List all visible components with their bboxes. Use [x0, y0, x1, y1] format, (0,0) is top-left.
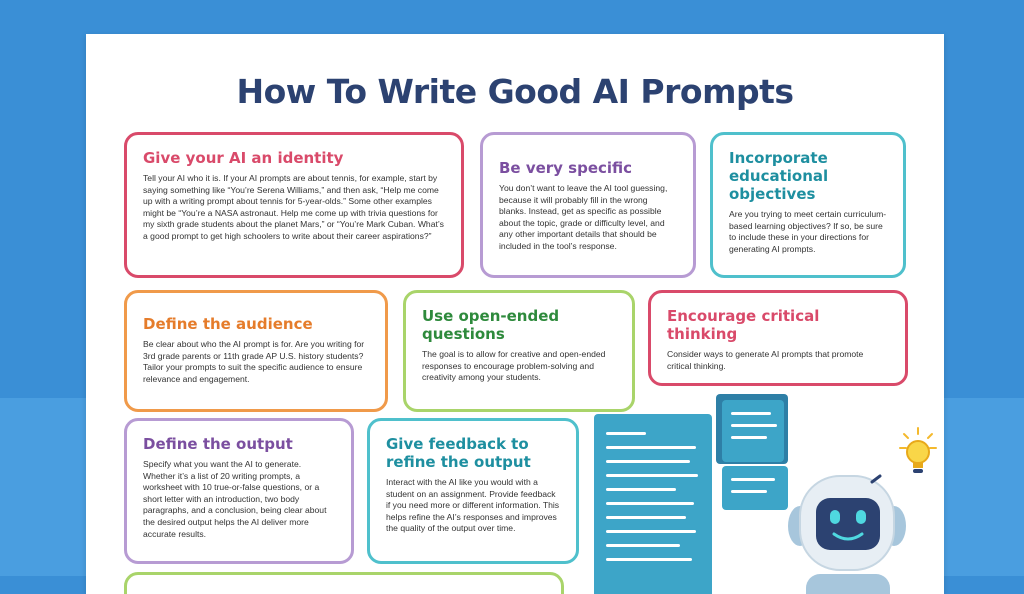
card-specific	[480, 132, 696, 278]
infographic-poster	[86, 34, 944, 594]
card-body: Be clear about who the AI prompt is for. Are you writing for 3rd grade parents or 11th grade AP U.S. history students? Tailor your prompts to suit the specific audience to ensure relevance and engagement.	[143, 339, 365, 384]
card-body: You don’t want to leave the AI tool guessing, because it will probably fill in the wrong blanks. Instead, get as specific as possible about the topic, grade or difficulty level, and any other important details that should be included in the tool’s response.	[499, 183, 668, 251]
card-heading: Define the audience	[143, 315, 313, 333]
card-partial-bottom	[124, 572, 564, 594]
card-body: Consider ways to generate AI prompts that promote critical thinking.	[667, 349, 864, 371]
card-heading: Give your AI an identity	[143, 149, 344, 167]
card-heading: Use open-ended questions	[422, 307, 560, 343]
card-body: Interact with the AI like you would with a student on an assignment. Provide feedback if you need more or different information. This helps refine the AI’s responses and improves the quality of the output over time.	[386, 477, 560, 534]
robot-icon	[776, 446, 916, 594]
page-title: How To Write Good AI Prompts	[236, 72, 794, 111]
card-heading: Give feedback to refine the output	[386, 435, 531, 471]
card-heading: Be very specific	[499, 159, 633, 177]
card-feedback	[367, 418, 579, 564]
card-audience	[124, 290, 388, 412]
card-heading: Define the output	[143, 435, 293, 453]
lightbulb-icon	[898, 426, 938, 482]
card-identity	[124, 132, 464, 278]
card-critical-thinking	[648, 290, 908, 386]
card-output	[124, 418, 354, 564]
card-body: Tell your AI who it is. If your AI prompts are about tennis, for example, start by saying something like “You’re Serena Williams,” and then ask, “Help me come up with a writing prompt about tennis for 5-year-olds.” Some other examples might be “You’re a NASA astronaut. Help me come up with trivia questions for my sixth grade students about the planet Mars,” or “You’re Mark Cuban. What’s a good prompt to get high schoolers to write about their career aspirations?”	[143, 173, 444, 241]
card-heading: Encourage critical thinking	[667, 307, 820, 343]
card-open-ended	[403, 290, 635, 412]
card-body: Are you trying to meet certain curriculum-based learning objectives? If so, be sure to include these in your directions for generating AI prompts.	[729, 209, 887, 254]
card-body: Specify what you want the AI to generate. Whether it’s a list of 20 writing prompts, a worksheet with 10 true-or-false questions, or a short letter with an introduction, two body paragraphs, and a conclusion, being clear about the desired output helps the AI deliver more accurate results.	[143, 459, 327, 539]
card-objectives	[710, 132, 906, 278]
card-body: The goal is to allow for creative and open-ended responses to encourage problem-solving and creativity among your students.	[422, 349, 606, 383]
card-heading: Incorporate educational objectives	[729, 149, 829, 203]
